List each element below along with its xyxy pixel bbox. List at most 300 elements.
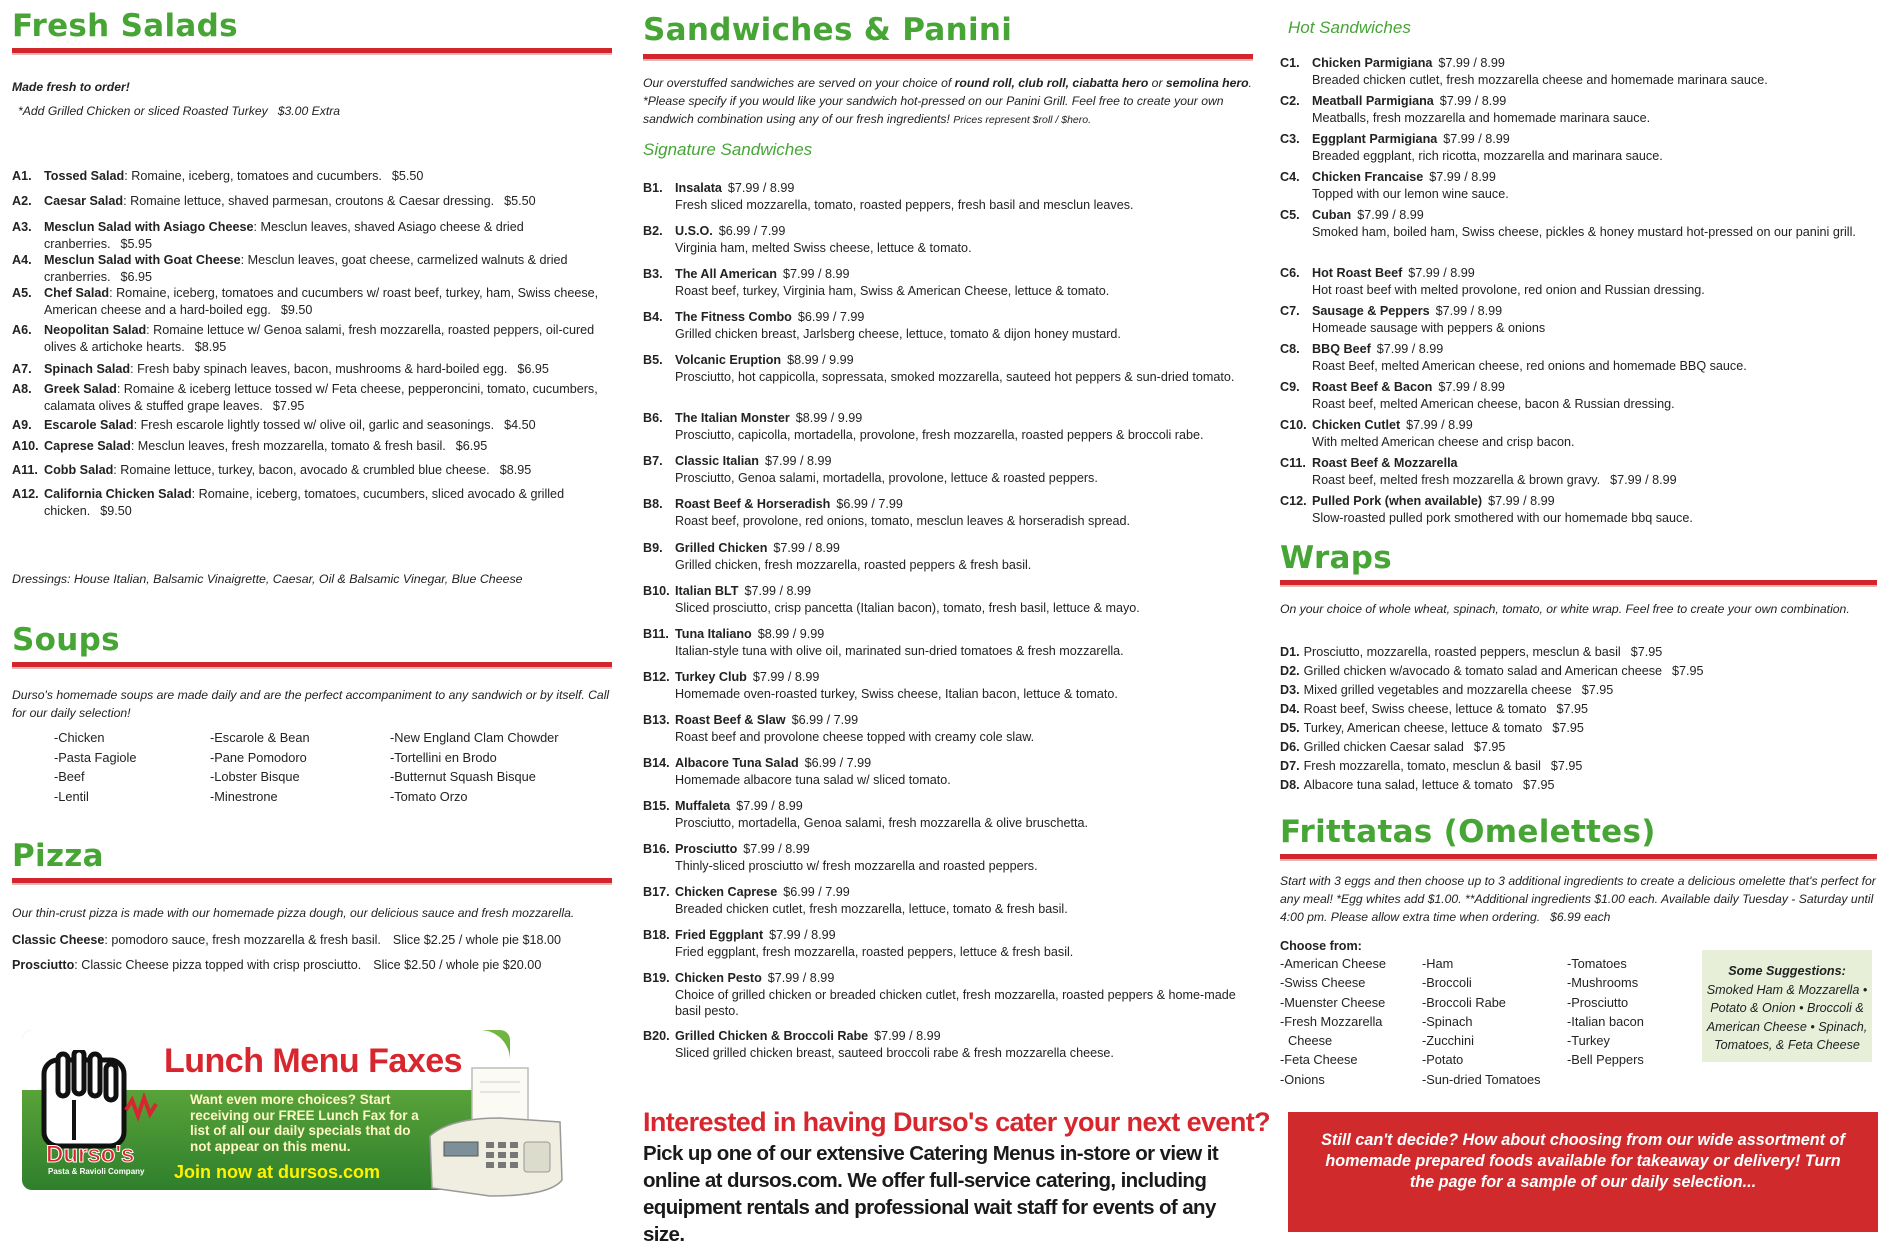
item-desc: Sliced grilled chicken breast, sauteed broccoli rabe & fresh mozzarella cheese. (675, 1045, 1114, 1060)
item-name: Roast Beef & Slaw (675, 713, 786, 727)
sandwich-item (643, 540, 1253, 573)
soup-item: -Beef (54, 769, 85, 784)
item-price: $7.95 (1581, 683, 1614, 697)
item-price: $7.99 / 8.99 (1610, 472, 1677, 487)
wrap-item (1280, 776, 1704, 795)
item-name: Grilled Chicken & Broccoli Rabe (675, 1029, 869, 1043)
item-desc: Italian-style tuna with olive oil, marinated sun-dried tomatoes & fresh mozzarella. (675, 643, 1124, 658)
fax-join-link[interactable]: Join now at dursos.com (174, 1162, 381, 1182)
ingredient-item: -Feta Cheese (1280, 1052, 1358, 1068)
item-name: Roast Beef & Mozzarella (1312, 456, 1458, 470)
item-price: $7.99 / 8.99 (765, 454, 832, 468)
item-name: Escarole Salad (44, 418, 134, 432)
catering-text: Pick up one of our extensive Catering Menus in-store or view it online at dursos.com. We offer full-service catering, including equipment rentals and professional wait staff for events of any size. (643, 1142, 1219, 1246)
sandwich-item (643, 884, 1253, 917)
item-price: $7.99 / 8.99 (782, 267, 850, 281)
frittatas-list-2 (1422, 954, 1541, 1089)
sandwiches-rule (643, 54, 1253, 61)
wrap-item (1280, 662, 1704, 681)
soup-item: -New England Clam Chowder (390, 730, 559, 745)
svg-text:Durso's: Durso's (46, 1141, 135, 1168)
sandwich-item (643, 453, 1253, 486)
item-desc: Choice of grilled chicken or breaded chicken cutlet, fresh mozzarella, roasted peppers & home-made basil pesto. (675, 987, 1236, 1018)
soups-rule (12, 662, 612, 669)
hot-sandwich-item (1280, 169, 1877, 202)
item-code: D5. (1280, 721, 1300, 735)
item-name: Tossed Salad (44, 169, 125, 183)
item-desc: Breaded chicken cutlet, fresh mozzarella, lettuce, tomato & fresh basil. (675, 901, 1068, 916)
item-name: Chicken Cutlet (1312, 418, 1401, 432)
item-price: $7.95 (272, 398, 305, 413)
item-price: $6.99 / 7.99 (797, 310, 865, 324)
item-price: $8.95 (499, 463, 532, 477)
item-price: $7.99 / 8.99 (727, 181, 795, 195)
hot-sandwich-item (1280, 417, 1877, 450)
salad-item (12, 438, 612, 455)
soups-title: Soups (12, 622, 120, 658)
item-desc: Homemade oven-roasted turkey, Swiss cheese, Italian bacon, lettuce & tomato. (675, 686, 1118, 701)
item-code: B9. (643, 541, 663, 555)
item-name: Meatball Parmigiana (1312, 94, 1434, 108)
item-name: The Italian Monster (675, 411, 790, 425)
sandwich-item (643, 410, 1253, 443)
item-code: C12. (1280, 494, 1307, 508)
svg-text:Pasta & Ravioli Company: Pasta & Ravioli Company (48, 1167, 145, 1176)
item-code: A3. (12, 220, 32, 234)
item-price: $7.99 / 8.99 (743, 842, 810, 856)
item-price: $7.99 / 8.99 (874, 1029, 941, 1043)
item-code: D7. (1280, 759, 1300, 773)
ingredient-item: -Swiss Cheese (1280, 975, 1366, 991)
item-code: B4. (643, 310, 663, 324)
item-code: B3. (643, 267, 663, 281)
wraps-list (1280, 643, 1704, 795)
item-price: $5.50 (504, 194, 536, 208)
item-price: $9.50 (280, 302, 313, 317)
item-desc: : Romaine lettuce, turkey, bacon, avocado & crumbled blue cheese. (113, 463, 490, 477)
item-code: D3. (1280, 683, 1300, 697)
item-desc: : Mesclun leaves, fresh mozzarella, tomato & fresh basil. (130, 439, 446, 453)
ingredient-item: -Turkey (1567, 1033, 1610, 1049)
item-price: $4.50 (504, 418, 536, 432)
item-name: Roast Beef & Horseradish (675, 497, 831, 511)
item-name: Cuban (1312, 208, 1352, 222)
item-desc: Roast beef, turkey, Virginia ham, Swiss & American Cheese, lettuce & tomato. (675, 283, 1110, 298)
item-code: B11. (643, 627, 669, 641)
frittatas-choose: Choose from: (1280, 939, 1362, 953)
soup-item: -Escarole & Bean (210, 730, 310, 745)
item-desc: Breaded chicken cutlet, fresh mozzarella cheese and homemade marinara sauce. (1312, 72, 1768, 87)
item-desc: Roast beef and provolone cheese topped with creamy cole slaw. (675, 729, 1035, 744)
item-price: $7.99 / 8.99 (1438, 56, 1505, 70)
sandwich-item (643, 180, 1253, 213)
hot-sandwich-item (1280, 265, 1877, 298)
salad-item (12, 361, 612, 378)
footer-text: Still can't decide? How about choosing from our wide assortment of homemade prepared foods available for takeaway or delivery! Turn the page for a sample of our daily selection... (1321, 1131, 1845, 1191)
item-price: $7.99 / 8.99 (769, 928, 836, 942)
item-code: C4. (1280, 170, 1300, 184)
item-desc: Roast Beef, melted American cheese, red onions and homemade BBQ sauce. (1312, 358, 1747, 373)
hot-sandwich-item (1280, 55, 1877, 88)
salad-item (12, 381, 612, 414)
pizza-intro: Our thin-crust pizza is made with our homemade pizza dough, our delicious sauce and fresh mozzarella. (12, 906, 575, 920)
item-code: B14. (643, 756, 670, 770)
item-name: Spinach Salad (44, 362, 131, 376)
soups-list-1 (54, 728, 137, 806)
wrap-item (1280, 738, 1704, 757)
item-desc: Mixed grilled vegetables and mozzarella cheese (1303, 683, 1572, 697)
ingredient-item: -Broccoli Rabe (1422, 994, 1506, 1010)
item-name: Neopolitan Salad (44, 323, 147, 337)
soups-list-3 (390, 728, 559, 806)
item-desc: Sliced prosciutto, crisp pancetta (Italian bacon), tomato, fresh basil, lettuce & mayo. (675, 600, 1140, 615)
hot-sandwich-item (1280, 455, 1877, 488)
soup-item: -Minestrone (210, 788, 278, 804)
item-desc: : Romaine, iceberg, tomatoes and cucumbers w/ roast beef, turkey, ham, Swiss cheese, American cheese and a hard-boiled egg. (44, 286, 599, 317)
item-desc: Fresh sliced mozzarella, tomato, roasted peppers, fresh basil and mesclun leaves. (675, 197, 1134, 212)
item-price: $8.99 / 9.99 (787, 353, 854, 367)
soup-item: -Lobster Bisque (210, 769, 300, 784)
item-name: Muffaleta (675, 799, 731, 813)
sandwich-item (643, 496, 1253, 529)
item-code: A4. (12, 253, 32, 267)
item-name: Chicken Caprese (675, 885, 778, 899)
sandwich-item (643, 755, 1253, 788)
salad-item (12, 417, 612, 434)
item-desc: : Romaine, iceberg, tomatoes, cucumbers, sliced avocado & grilled chicken. (44, 487, 565, 518)
item-price: $7.99 / 8.99 (1357, 208, 1424, 222)
item-code: B10. (643, 584, 670, 598)
item-desc: Roast beef, provolone, red onions, tomato, mesclun leaves & horseradish spread. (675, 513, 1131, 528)
fax-title: Lunch Menu Faxes (164, 1042, 463, 1080)
item-price: $7.95 (1552, 721, 1584, 735)
item-code: B17. (643, 885, 670, 899)
item-code: D2. (1280, 664, 1300, 678)
signature-title: Signature Sandwiches (643, 140, 813, 159)
sandwich-item (643, 970, 1253, 1020)
item-price: $7.99 / 8.99 (744, 584, 811, 598)
item-code: B16. (643, 842, 670, 856)
item-desc: Grilled chicken Caesar salad (1303, 740, 1464, 754)
item-code: B12. (643, 670, 670, 684)
sandwich-item (643, 309, 1253, 342)
sandwiches-intro: Our overstuffed sandwiches are served on your choice of round roll, club roll, ciabatta hero or semolina hero. *Please specify if you would like your sandwich hot-pressed on our Panini Grill. Feel free to create your own sandwich combination using any of our fresh ingredients! Prices represent $roll / $hero. (643, 76, 1252, 126)
hot-sandwich-item (1280, 303, 1877, 336)
item-price: $8.99 / 9.99 (795, 411, 863, 425)
item-price: $8.95 (194, 339, 227, 354)
item-name: Insalata (675, 181, 722, 195)
item-name: Volcanic Eruption (675, 353, 782, 367)
durso-logo-icon (34, 1050, 164, 1180)
hot-sandwiches-title: Hot Sandwiches (1288, 18, 1411, 37)
suggestions-title: Some Suggestions: (1728, 964, 1846, 978)
item-code: B1. (643, 181, 663, 195)
wrap-item (1280, 719, 1704, 738)
pizza-item-classic: Classic Cheese: pomodoro sauce, fresh mozzarella & fresh basil. Slice $2.25 / whole pie $18.00 (12, 933, 561, 947)
item-code: C11. (1280, 456, 1306, 470)
fax-machine-icon (420, 1062, 570, 1202)
item-name: Sausage & Peppers (1312, 304, 1430, 318)
wrap-item (1280, 643, 1704, 662)
ingredient-item: -Broccoli (1422, 975, 1472, 991)
ingredient-item: -Bell Peppers (1567, 1052, 1644, 1068)
item-price: $7.99 / 8.99 (752, 670, 820, 684)
salads-title: Fresh Salads (12, 8, 238, 44)
item-price: $6.95 (455, 439, 488, 453)
item-code: B13. (643, 713, 670, 727)
sandwich-item (643, 583, 1253, 616)
item-desc: Prosciutto, capicolla, mortadella, provolone, fresh mozzarella, roasted peppers & broccoli rabe. (675, 427, 1204, 442)
item-desc: Roast beef, melted American cheese, bacon & Russian dressing. (1312, 396, 1675, 411)
sandwich-item (643, 352, 1253, 385)
item-name: Classic Italian (675, 454, 759, 468)
item-code: C10. (1280, 418, 1307, 432)
item-price: $8.99 / 9.99 (757, 627, 825, 641)
item-price: $7.95 (1556, 702, 1589, 716)
item-price: $7.99 / 8.99 (773, 541, 840, 555)
sandwich-item (643, 669, 1253, 702)
sandwich-item (643, 626, 1253, 659)
item-code: C7. (1280, 304, 1300, 318)
item-price: $7.99 / 8.99 (736, 799, 803, 813)
item-name: Turkey Club (675, 670, 747, 684)
item-desc: : Romaine lettuce w/ Genoa salami, fresh mozzarella, roasted peppers, oil-cured olives & artichoke hearts. (44, 323, 595, 354)
item-name: Chef Salad (44, 286, 110, 300)
item-name: Caesar Salad (44, 194, 124, 208)
ingredient-item: -Sun-dried Tomatoes (1422, 1071, 1541, 1087)
item-desc: : Romaine, iceberg, tomatoes and cucumbers. (124, 169, 382, 183)
salad-item (12, 462, 612, 479)
pizza-item-prosciutto: Prosciutto: Classic Cheese pizza topped with crisp prosciutto. Slice $2.50 / whole pie $20.00 (12, 958, 542, 972)
frittatas-title: Frittatas (Omelettes) (1280, 814, 1656, 850)
salad-item (12, 252, 612, 285)
ingredient-item: -Fresh Mozzarella (1280, 1013, 1383, 1029)
item-code: C3. (1280, 132, 1300, 146)
soup-item: -Pasta Fagiole (54, 749, 137, 765)
item-name: Pulled Pork (when available) (1312, 494, 1483, 508)
sandwich-item (643, 223, 1253, 256)
item-name: Cobb Salad (44, 463, 114, 477)
hot-sandwich-item (1280, 93, 1877, 126)
item-price: $6.99 / 7.99 (783, 885, 850, 899)
catering-block (643, 1106, 1270, 1248)
footer-banner (1288, 1112, 1878, 1232)
item-desc: Grilled chicken breast, Jarlsberg cheese, lettuce, tomato & dijon honey mustard. (675, 326, 1121, 341)
item-code: B18. (643, 928, 670, 942)
item-name: Hot Roast Beef (1312, 266, 1403, 280)
item-desc: : Fresh baby spinach leaves, bacon, mushrooms & hard-boiled egg. (130, 362, 508, 376)
item-price: $6.99 / 7.99 (718, 224, 786, 238)
item-price: $9.50 (100, 503, 132, 518)
sandwich-item (643, 798, 1253, 831)
item-name: Roast Beef & Bacon (1312, 380, 1433, 394)
salads-intro: Made fresh to order! (12, 80, 130, 94)
item-desc: Prosciutto, mortadella, Genoa salami, fresh mozzarella & olive bruschetta. (675, 815, 1088, 830)
ingredient-item: -Tomatoes (1567, 956, 1627, 971)
item-desc: Homeade sausage with peppers & onions (1312, 320, 1546, 335)
wrap-item (1280, 700, 1704, 719)
hot-sandwich-item (1280, 493, 1877, 526)
item-price: $6.95 (120, 269, 153, 284)
item-desc: Smoked ham, boiled ham, Swiss cheese, pickles & honey mustard hot-pressed on our panini grill. (1312, 224, 1856, 239)
sandwiches-title: Sandwiches & Panini (643, 12, 1013, 48)
item-price: $7.99 / 8.99 (1439, 94, 1507, 108)
hot-sandwich-item (1280, 341, 1877, 374)
salad-item (12, 486, 612, 519)
ingredient-item: -Zucchini (1422, 1033, 1474, 1049)
frittatas-intro: Start with 3 eggs and then choose up to 3 additional ingredients to create a delicious omelette that's perfect for any meal! *Egg whites add $1.00. **Additional ingredients $1.00 each. Available daily Tuesday - Saturday until 4:00 pm. Please allow extra time when ordering. $6.99 each (1280, 874, 1876, 924)
item-desc: Prosciutto, hot cappicolla, sopressata, smoked mozzarella, sauteed hot peppers & sun-dried tomato. (675, 369, 1235, 384)
item-desc: Turkey, American cheese, lettuce & tomato (1303, 721, 1543, 735)
item-price: $7.99 / 8.99 (1406, 418, 1473, 432)
salads-add-on: *Add Grilled Chicken or sliced Roasted Turkey $3.00 Extra (18, 104, 341, 118)
item-desc: Grilled chicken w/avocado & tomato salad and American cheese (1303, 664, 1663, 678)
ingredient-item: -Spinach (1422, 1013, 1473, 1029)
item-name: The All American (675, 267, 777, 281)
hot-sandwich-item (1280, 379, 1877, 412)
salad-item (12, 322, 612, 355)
item-desc: With melted American cheese and crisp bacon. (1312, 434, 1575, 449)
item-desc: Prosciutto, mozzarella, roasted peppers, mesclun & basil (1303, 645, 1621, 659)
soup-item: -Tortellini en Brodo (390, 749, 497, 765)
soups-intro: Durso's homemade soups are made daily and are the perfect accompaniment to any sandwich or by itself. Call for our daily selection! (12, 688, 610, 720)
item-price: $7.95 (1550, 759, 1583, 773)
item-code: A1. (12, 169, 32, 183)
item-code: A5. (12, 286, 32, 300)
item-code: A8. (12, 382, 32, 396)
item-price: $7.99 / 8.99 (1429, 170, 1496, 184)
item-code: D4. (1280, 702, 1300, 716)
salads-rule (12, 48, 612, 55)
item-code: D6. (1280, 740, 1300, 754)
item-price: $7.99 / 8.99 (1376, 342, 1444, 356)
item-code: B20. (643, 1029, 670, 1043)
item-name: Chicken Francaise (1312, 170, 1424, 184)
salad-item (12, 193, 612, 210)
item-desc: Hot roast beef with melted provolone, red onion and Russian dressing. (1312, 282, 1705, 297)
item-desc: Albacore tuna salad, lettuce & tomato (1303, 778, 1513, 792)
item-name: Mesclun Salad with Asiago Cheese (44, 220, 254, 234)
item-price: $5.50 (391, 169, 424, 183)
item-name: California Chicken Salad (44, 487, 192, 501)
item-desc: Thinly-sliced prosciutto w/ fresh mozzarella and roasted peppers. (675, 858, 1038, 873)
item-price: $7.99 / 8.99 (1438, 380, 1505, 394)
item-desc: : Romaine lettuce, shaved parmesan, croutons & Caesar dressing. (123, 194, 495, 208)
hot-sandwich-item (1280, 207, 1877, 240)
item-price: $7.99 / 8.99 (1408, 266, 1475, 280)
item-price: $7.95 (1522, 778, 1555, 792)
item-price: $7.95 (1630, 645, 1663, 659)
item-price: $6.99 / 7.99 (791, 713, 859, 727)
ingredient-item: -Prosciutto (1567, 994, 1629, 1010)
item-name: U.S.O. (675, 224, 713, 238)
wraps-title: Wraps (1280, 540, 1392, 576)
item-code: C5. (1280, 208, 1300, 222)
item-name: Eggplant Parmigiana (1312, 132, 1438, 146)
item-price: $7.99 / 8.99 (1443, 132, 1510, 146)
wraps-intro: On your choice of whole wheat, spinach, tomato, or white wrap. Feel free to create your own combination. (1280, 602, 1850, 616)
item-price: $6.99 / 7.99 (804, 756, 872, 770)
item-code: B15. (643, 799, 670, 813)
item-price: $7.99 / 8.99 (1488, 494, 1555, 508)
item-desc: Breaded eggplant, rich ricotta, mozzarella and marinara sauce. (1312, 148, 1663, 163)
ingredient-item: -Mushrooms (1567, 975, 1639, 991)
soups-list-2 (210, 728, 310, 806)
item-price: $6.99 / 7.99 (836, 497, 903, 511)
pizza-title: Pizza (12, 838, 104, 874)
ingredient-item: -Onions (1280, 1071, 1325, 1087)
item-name: The Fitness Combo (675, 310, 792, 324)
wrap-item (1280, 681, 1704, 700)
item-desc: Topped with our lemon wine sauce. (1312, 186, 1509, 201)
item-desc: : Mesclun leaves, goat cheese, carmelized walnuts & dried cranberries. (44, 253, 568, 284)
soup-item: -Chicken (54, 730, 105, 745)
ingredient-item: -Ham (1422, 956, 1454, 971)
sandwich-item (643, 712, 1253, 745)
item-desc: Homemade albacore tuna salad w/ sliced tomato. (675, 772, 951, 787)
soup-item: -Tomato Orzo (390, 788, 468, 804)
hot-sandwich-item (1280, 131, 1877, 164)
item-code: B6. (643, 411, 663, 425)
item-code: A7. (12, 362, 32, 376)
salad-item (12, 219, 612, 252)
item-code: C9. (1280, 380, 1300, 394)
item-desc: : Fresh escarole lightly tossed w/ olive oil, garlic and seasonings. (133, 418, 495, 432)
item-code: B2. (643, 224, 663, 238)
item-price: $5.95 (120, 236, 153, 251)
ingredient-item: -Potato (1422, 1052, 1464, 1068)
ingredient-item: -American Cheese (1280, 956, 1386, 971)
item-price: $7.95 (1672, 664, 1704, 678)
salad-item (12, 285, 612, 318)
item-code: B7. (643, 454, 663, 468)
item-name: Chicken Parmigiana (1312, 56, 1433, 70)
item-desc: Meatballs, fresh mozzarella and homemade marinara sauce. (1312, 110, 1651, 125)
item-desc: Roast beef, Swiss cheese, lettuce & tomato (1303, 702, 1547, 716)
ingredient-item: -Italian bacon (1567, 1013, 1644, 1029)
frittatas-rule (1280, 854, 1877, 861)
item-code: C6. (1280, 266, 1300, 280)
item-desc: Grilled chicken, fresh mozzarella, roasted peppers & fresh basil. (675, 557, 1032, 572)
item-desc: : Romaine & iceberg lettuce tossed w/ Feta cheese, pepperoncini, tomato, cucumbers, calamata olives & stuffed grape leaves. (44, 382, 598, 413)
item-desc: Virginia ham, melted Swiss cheese, lettuce & tomato. (675, 240, 972, 255)
item-desc: Roast beef, melted fresh mozzarella & brown gravy. (1312, 472, 1601, 487)
item-code: C1. (1280, 56, 1300, 70)
catering-title: Interested in having Durso's cater your next event? (643, 1107, 1270, 1137)
item-name: Caprese Salad (44, 439, 131, 453)
ingredient-item: -Muenster Cheese (1280, 994, 1386, 1010)
item-name: Fried Eggplant (675, 928, 764, 942)
item-price: $7.99 / 8.99 (1435, 304, 1503, 318)
item-code: C2. (1280, 94, 1300, 108)
item-price: $7.95 (1473, 740, 1506, 754)
item-price: $6.95 (517, 362, 549, 376)
sandwich-item (643, 266, 1253, 299)
item-code: A9. (12, 418, 32, 432)
item-code: A11. (12, 463, 38, 477)
item-name: Grilled Chicken (675, 541, 768, 555)
item-desc: Fried eggplant, fresh mozzarella, roasted peppers, lettuce & fresh basil. (675, 944, 1074, 959)
item-code: B5. (643, 353, 663, 367)
soup-item: -Butternut Squash Bisque (390, 769, 536, 784)
item-code: A6. (12, 323, 32, 337)
item-desc: Slow-roasted pulled pork smothered with our homemade bbq sauce. (1312, 510, 1693, 525)
suggestions-box (1702, 950, 1872, 1062)
frittatas-list-1 (1280, 954, 1386, 1089)
item-name: Mesclun Salad with Goat Cheese (44, 253, 241, 267)
ingredient-item: Cheese (1288, 1033, 1333, 1049)
fax-copy: Want even more choices? Start receiving our FREE Lunch Fax for a list of all our daily specials that do not appear on this menu. (190, 1092, 419, 1154)
